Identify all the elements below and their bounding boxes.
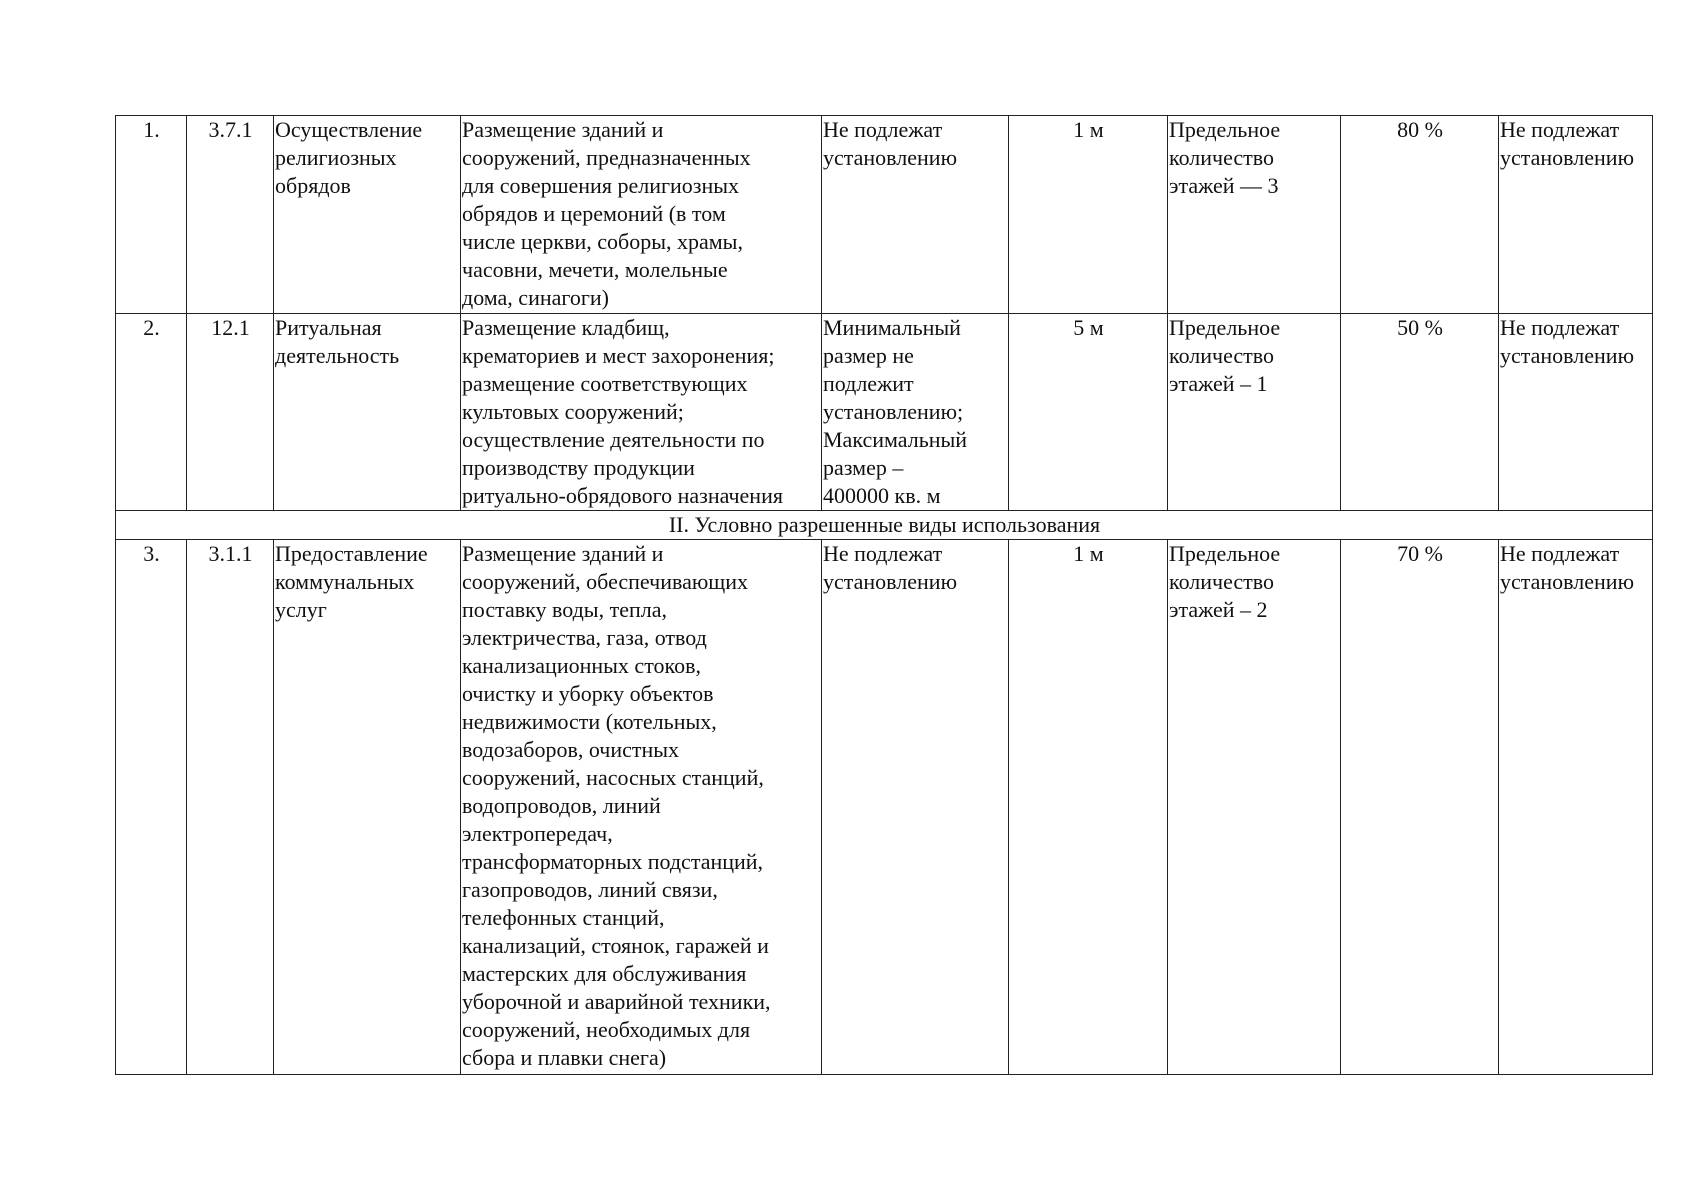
setback: 1 м	[1009, 116, 1168, 314]
floors-limit: Предельное количество этажей – 2	[1168, 540, 1341, 1075]
section-header-row	[116, 511, 1653, 540]
use-code: 3.7.1	[187, 116, 274, 314]
land-use-table	[115, 115, 1653, 1075]
table-row	[116, 116, 1653, 314]
plot-size: Не подлежат установлению	[822, 116, 1009, 314]
use-description: Размещение зданий и сооружений, обеспечивающих поставку воды, тепла, электричества, газа, отвод канализационных стоков, очистку и уборку объектов недвижимости (котельных, водозаборов, очистных сооружений, насосных станций, водопроводов, линий электропередач, трансформаторных подстанций, газопроводов, линий связи, телефонных станций, канализаций, стоянок, гаражей и мастерских для обслуживания уборочной и аварийной техники, сооружений, необходимых для сбора и плавки снега)	[461, 540, 822, 1075]
setback: 1 м	[1009, 540, 1168, 1075]
plot-size: Не подлежат установлению	[822, 540, 1009, 1075]
floors-limit: Предельное количество этажей – 1	[1168, 314, 1341, 511]
row-number: 3.	[116, 540, 187, 1075]
row-number: 1.	[116, 116, 187, 314]
table-row	[116, 314, 1653, 511]
coverage-percent: 70 %	[1341, 540, 1499, 1075]
plot-size: Минимальный размер не подлежит установлению; Максимальный размер – 400000 кв. м	[822, 314, 1009, 511]
coverage-percent: 50 %	[1341, 314, 1499, 511]
setback: 5 м	[1009, 314, 1168, 511]
other-params: Не подлежат установлению	[1499, 540, 1653, 1075]
other-params: Не подлежат установлению	[1499, 314, 1653, 511]
table-row	[116, 540, 1653, 1075]
section-header: II. Условно разрешенные виды использования	[116, 511, 1653, 540]
use-code: 3.1.1	[187, 540, 274, 1075]
use-name: Предоставление коммунальных услуг	[274, 540, 461, 1075]
use-description: Размещение зданий и сооружений, предназначенных для совершения религиозных обрядов и церемоний (в том числе церкви, соборы, храмы, часовни, мечети, молельные дома, синагоги)	[461, 116, 822, 314]
use-code: 12.1	[187, 314, 274, 511]
use-name: Осуществление религиозных обрядов	[274, 116, 461, 314]
floors-limit: Предельное количество этажей — 3	[1168, 116, 1341, 314]
row-number: 2.	[116, 314, 187, 511]
coverage-percent: 80 %	[1341, 116, 1499, 314]
other-params: Не подлежат установлению	[1499, 116, 1653, 314]
use-description: Размещение кладбищ, крематориев и мест захоронения; размещение соответствующих культовых сооружений; осуществление деятельности по производству продукции ритуально-обрядового назначения	[461, 314, 822, 511]
use-name: Ритуальная деятельность	[274, 314, 461, 511]
